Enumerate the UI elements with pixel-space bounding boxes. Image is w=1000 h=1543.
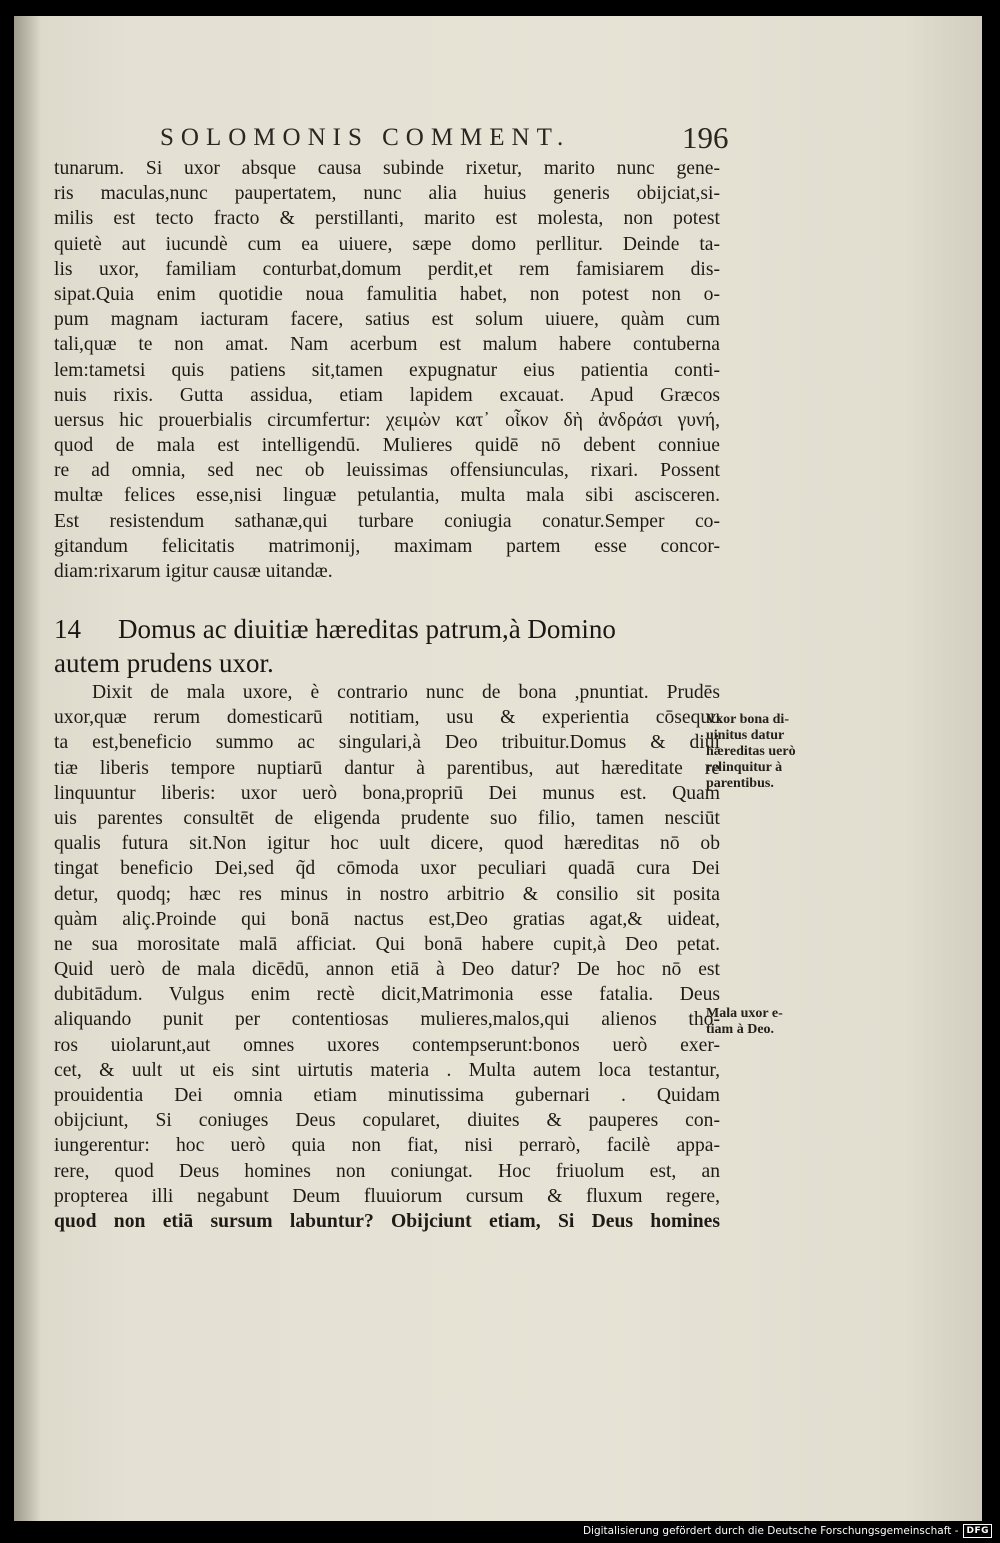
text-line: Dixit de mala uxore, è contrario nunc de bona ,pnuntiat. Prudēs bbox=[92, 682, 720, 703]
marginal-line: hæreditas uerò bbox=[706, 744, 796, 759]
marginal-line: Vxor bona di- bbox=[706, 712, 789, 727]
digitization-credit bbox=[583, 1522, 992, 1540]
marginal-line: Mala uxor e- bbox=[706, 1006, 783, 1021]
text-line: tiæ liberis tempore nuptiarū dantur à parentibus, aut hæreditate re bbox=[54, 757, 720, 779]
text-line: quàm aliç.Proinde qui bonā nactus est,Deo gratias agat,& uideat, bbox=[54, 908, 720, 930]
running-title: SOLOMONIS COMMENT. bbox=[160, 124, 571, 151]
text-line: detur, quodq; hæc res minus in nostro arbitrio & consilio sit posita bbox=[54, 883, 720, 905]
verse-heading bbox=[54, 612, 720, 680]
text-line: ros uiolarunt,aut omnes uxores contempserunt:bonos uerò exer- bbox=[54, 1034, 720, 1056]
text-line: ris maculas,nunc paupertatem, nunc alia huius generis obijciat,si- bbox=[54, 183, 720, 205]
text-line: Quid uerò de mala dicēdū, annon etiā à Deo datur? De hoc nō est bbox=[54, 959, 720, 981]
text-line: sipat.Quia enim quotidie noua famulitia habet, non potest non o- bbox=[54, 283, 720, 305]
text-line: tali,quæ te non amat. Nam acerbum est malum habere contuberna bbox=[54, 334, 720, 356]
text-line: lem:tametsi quis patiens sit,tamen expugnatur eius patientia conti- bbox=[54, 359, 720, 381]
text-line: dubitādum. Vulgus enim rectè dicit,Matrimonia esse fatalia. Deus bbox=[54, 984, 720, 1006]
text-line: uersus hic prouerbialis circumfertur: χειμὼν κατ᾽ οἶκον δὴ ἀνδράσι γυνή, bbox=[54, 409, 720, 431]
verse-number: 14 bbox=[54, 614, 81, 644]
text-line: cet, & uult ut eis sint uirtutis materia . Multa autem loca testantur, bbox=[54, 1059, 720, 1081]
text-line: uxor,quæ rerum domesticarū notitiam, usu & experientia cōsequu bbox=[54, 707, 720, 729]
commentary-paragraph-2 bbox=[54, 680, 720, 1234]
text-line: linquuntur liberis: uxor uerò bona,propriū Dei munus est. Quam bbox=[54, 782, 720, 804]
page-number: 196 bbox=[682, 120, 729, 155]
text-line: Est resistendum sathanæ,qui turbare coniugia conatur.Semper co- bbox=[54, 510, 720, 532]
text-line: iungerentur: hoc uerò quia non fiat, nisi perrarò, facilè appa- bbox=[54, 1135, 720, 1157]
marginal-line: parentibus. bbox=[706, 776, 774, 791]
text-line: lis uxor, familiam conturbat,domum perdit,et rem famisiarem dis- bbox=[54, 258, 720, 280]
text-line: quietè aut iucundè cum ea uiuere, sæpe domo perllitur. Deinde ta- bbox=[54, 233, 720, 255]
text-line: uis parentes consultēt de eligenda prudente suo filio, tamen nesciūt bbox=[54, 807, 720, 829]
marginal-note-1 bbox=[706, 712, 836, 792]
text-line: rere, quod Deus homines non coniungat. Hoc friuolum est, an bbox=[54, 1160, 720, 1182]
text-line: diam:rixarum igitur causæ uitandæ. bbox=[54, 561, 333, 582]
text-line: propterea illi negabunt Deum fluuiorum cursum & fluxum regere, bbox=[54, 1185, 720, 1207]
commentary-paragraph-1 bbox=[54, 156, 720, 584]
text-line: quod de mala est intelligendū. Mulieres quidē nō debent conniue bbox=[54, 435, 720, 457]
book-page bbox=[14, 16, 982, 1521]
text-line: pum magnam iacturam facere, satius est solum uiuere, quàm cum bbox=[54, 309, 720, 331]
text-line: ta est,beneficio summo ac singulari,à Deo tribuitur.Domus & diui bbox=[54, 732, 720, 754]
text-line: aliquando punit per contentiosas mulieres,malos,qui alienos tho- bbox=[54, 1009, 720, 1031]
text-line: tingat beneficio Dei,sed q̃d cōmoda uxor peculiari quadā cura Dei bbox=[54, 858, 720, 880]
marginal-line: uinitus datur bbox=[706, 728, 785, 743]
text-line: gitandum felicitatis matrimonij, maximam partem esse concor- bbox=[54, 535, 720, 557]
marginal-line: relinquitur à bbox=[706, 760, 783, 775]
text-line: re ad omnia, sed nec ob leuissimas offensiunculas, rixari. Possent bbox=[54, 460, 720, 482]
credit-text: Digitalisierung gefördert durch die Deutsche Forschungsgemeinschaft - bbox=[582, 1525, 959, 1537]
verse-line-1 bbox=[54, 612, 720, 646]
verse-line-2: autem prudens uxor. bbox=[54, 648, 274, 678]
text-line: tunarum. Si uxor absque causa subinde rixetur, marito nunc gene- bbox=[54, 158, 720, 179]
verse-text: Domus ac diuitiæ hæreditas patrum,à Domino bbox=[118, 614, 616, 644]
text-line: prouidentia Dei omnia etiam minutissima gubernari . Quidam bbox=[54, 1085, 720, 1106]
page-header bbox=[160, 116, 729, 156]
text-line: ne sua morositate malā afficiat. Qui bonā habere cupit,à Deo petat. bbox=[54, 933, 720, 955]
marginal-note-2 bbox=[706, 1006, 836, 1038]
text-line: quod non etiā sursum labuntur? Obijciunt etiam, Si Deus homines bbox=[54, 1210, 720, 1232]
text-line: nuis rixis. Gutta assidua, etiam lapidem excauat. Apud Græcos bbox=[54, 384, 720, 406]
marginal-line: tiam à Deo. bbox=[706, 1022, 775, 1037]
dfg-logo-icon: DFG bbox=[963, 1524, 992, 1538]
text-line: multæ felices esse,nisi linguæ petulantia, multa mala sibi ascisceren. bbox=[54, 485, 720, 507]
text-line: milis est tecto fracto & perstillanti, marito est molesta, non potest bbox=[54, 208, 720, 230]
text-line: qualis futura sit.Non igitur hoc uult dicere, quod hæreditas nō ob bbox=[54, 833, 720, 855]
text-line: obijciunt, Si coniuges Deus copularet, diuites & pauperes con- bbox=[54, 1110, 720, 1132]
